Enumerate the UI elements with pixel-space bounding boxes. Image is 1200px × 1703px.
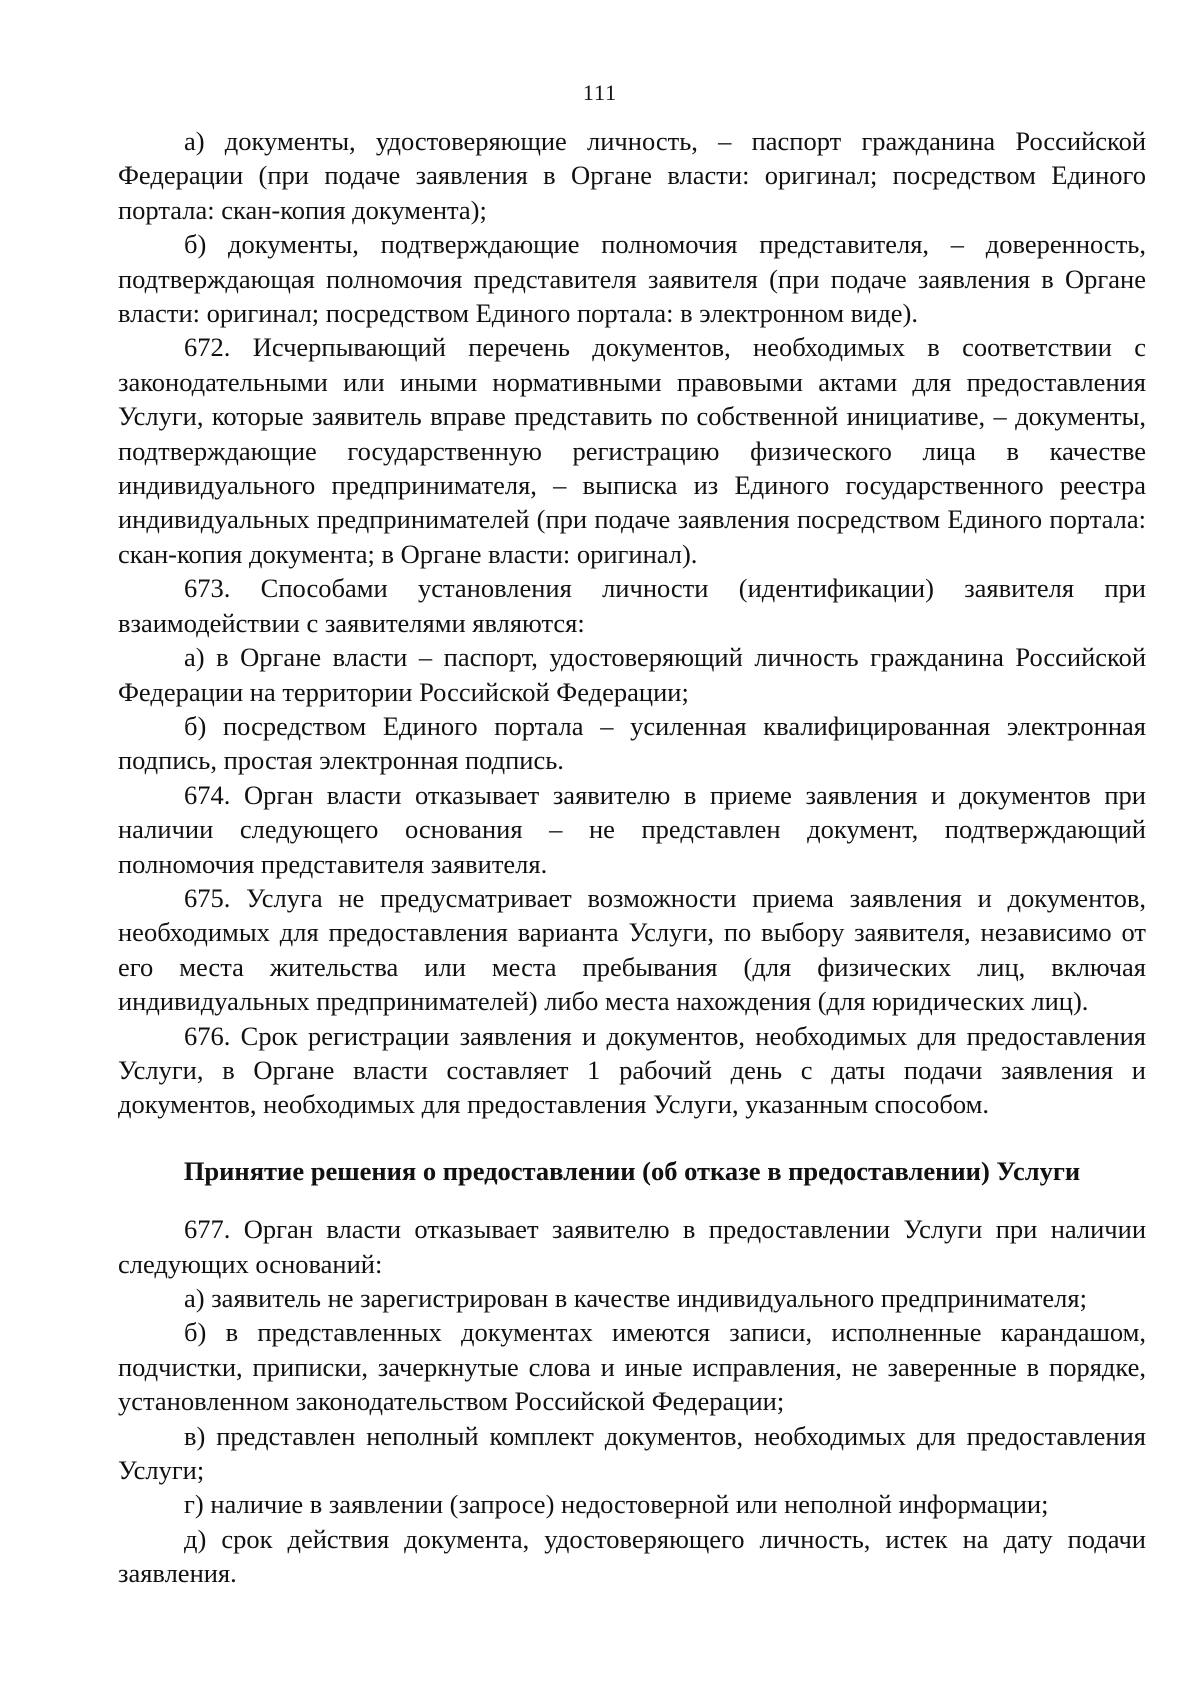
paragraph-676: 676. Срок регистрации заявления и документов, необходимых для предоставления Услуги, в Органе власти составляет 1 рабочий день с даты подачи заявления и документов, необходимых для предоставления Услуги, указанным способом. — [118, 1020, 1146, 1120]
document-body — [118, 124, 1146, 1591]
paragraph-677b: б) в представленных документах имеются записи, исполненные карандашом, подчистки, приписки, зачеркнутые слова и иные исправления, не заверенные в порядке, установленном законодательством Российской Федерации; — [118, 1317, 1146, 1417]
page-number: 111 — [582, 80, 618, 105]
paragraph-1a-identity-documents: а) документы, удостоверяющие личность, – паспорт гражданина Российской Федерации (при подаче заявления в Органе власти: оригинал; посредством Единого портала: скан-копия документа); — [118, 126, 1146, 225]
paragraph-677g: г) наличие в заявлении (запросе) недостоверной или неполной информации; — [184, 1489, 1049, 1520]
paragraph-674: 674. Орган власти отказывает заявителю в приеме заявления и документов при наличии следующего основания – не представлен документ, подтверждающий полномочия представителя заявителя. — [118, 779, 1146, 879]
paragraph-672: 672. Исчерпывающий перечень документов, необходимых в соответствии с законодательными или иными нормативными правовыми актами для предоставления Услуги, которые заявитель вправе представить по собственной инициативе, – документы, подтверждающие государственную регистрацию физического лица в качестве индивидуального предпринимателя, – выписка из Единого государственного реестра индивидуальных предпринимателей (при подаче заявления посредством Единого портала: скан-копия документа; в Органе власти: оригинал). — [118, 332, 1146, 569]
paragraph-673: 673. Способами установления личности (идентификации) заявителя при взаимодействии с заявителями являются: — [118, 573, 1146, 638]
paragraph-677a: а) заявитель не зарегистрирован в качестве индивидуального предпринимателя; — [184, 1283, 1087, 1313]
section-heading: Принятие решения о предоставлении (об отказе в предоставлении) Услуги — [183, 1155, 1081, 1186]
paragraph-677d: д) срок действия документа, удостоверяющего личность, истек на дату подачи заявления. — [118, 1523, 1146, 1589]
paragraph-677v: в) представлен неполный комплект документов, необходимых для предоставления Услуги; — [118, 1420, 1146, 1486]
paragraph-673b: б) посредством Единого портала – усиленная квалифицированная электронная подпись, простая электронная подпись. — [118, 710, 1146, 776]
paragraph-675: 675. Услуга не предусматривает возможности приема заявления и документов, необходимых для предоставления варианта Услуги, по выбору заявителя, независимо от его места жительства или места пребывания (для физических лиц, включая индивидуальных предпринимателей) либо места нахождения (для юридических лиц). — [118, 882, 1146, 1017]
paragraph-673a: а) в Органе власти – паспорт, удостоверяющий личность гражданина Российской Федерации на территории Российской Федерации; — [118, 642, 1146, 707]
paragraph-677: 677. Орган власти отказывает заявителю в предоставлении Услуги при наличии следующих оснований: — [118, 1214, 1146, 1279]
paragraph-1b-representative-documents: б) документы, подтверждающие полномочия представителя, – доверенность, подтверждающая полномочия представителя заявителя (при подаче заявления в Органе власти: оригинал; посредством Единого портала: в электронном виде). — [118, 229, 1146, 329]
